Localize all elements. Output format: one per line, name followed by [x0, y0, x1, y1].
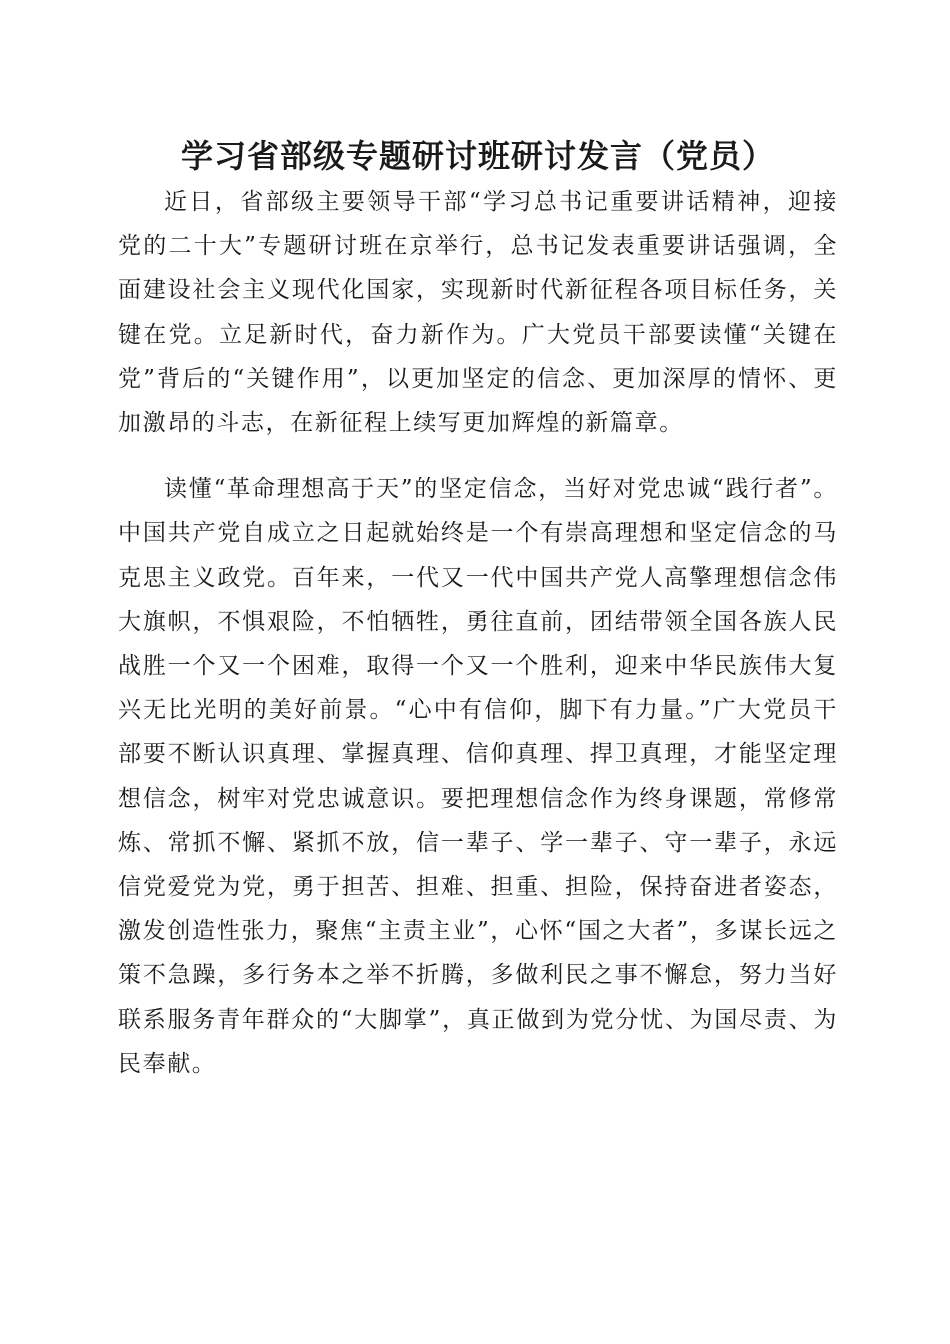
document-page — [118, 132, 838, 1086]
document-title: 学习省部级专题研讨班研讨发言（党员） — [180, 137, 775, 175]
paragraph-ideals: 读懂“革命理想高于天”的坚定信念，当好对党忠诚“践行者”。中国共产党自成立之日起就始终是一个有崇高理想和坚定信念的马克思主义政党。百年来，一代又一代中国共产党人高擎理想信念伟大旗帜，不惧艰险，不怕牺牲，勇往直前，团结带领全国各族人民战胜一个又一个困难，取得一个又一个胜利，迎来中华民族伟大复兴无比光明的美好前景。“心中有信仰，脚下有力量。”广大党员干部要不断认识真理、掌握真理、信仰真理、捍卫真理，才能坚定理想信念，树牢对党忠诚意识。要把理想信念作为终身课题，常修常炼、常抓不懈、紧抓不放，信一辈子、学一辈子、守一辈子，永远信党爱党为党，勇于担苦、担难、担重、担险，保持奋进者姿态，激发创造性张力，聚焦“主责主业”，心怀“国之大者”，多谋长远之策不急躁，多行务本之举不折腾，多做利民之事不懈怠，努力当好联系服务青年群众的“大脚掌”，真正做到为党分忧、为国尽责、为民奉献。 — [118, 476, 838, 1077]
paragraph-intro: 近日，省部级主要领导干部“学习总书记重要讲话精神，迎接党的二十大”专题研讨班在京举行，总书记发表重要讲话强调，全面建设社会主义现代化国家，实现新时代新征程各项目标任务，关键在党。立足新时代，奋力新作为。广大党员干部要读懂“关键在党”背后的“关键作用”，以更加坚定的信念、更加深厚的情怀、更加激昂的斗志，在新征程上续写更加辉煌的新篇章。 — [118, 189, 838, 437]
